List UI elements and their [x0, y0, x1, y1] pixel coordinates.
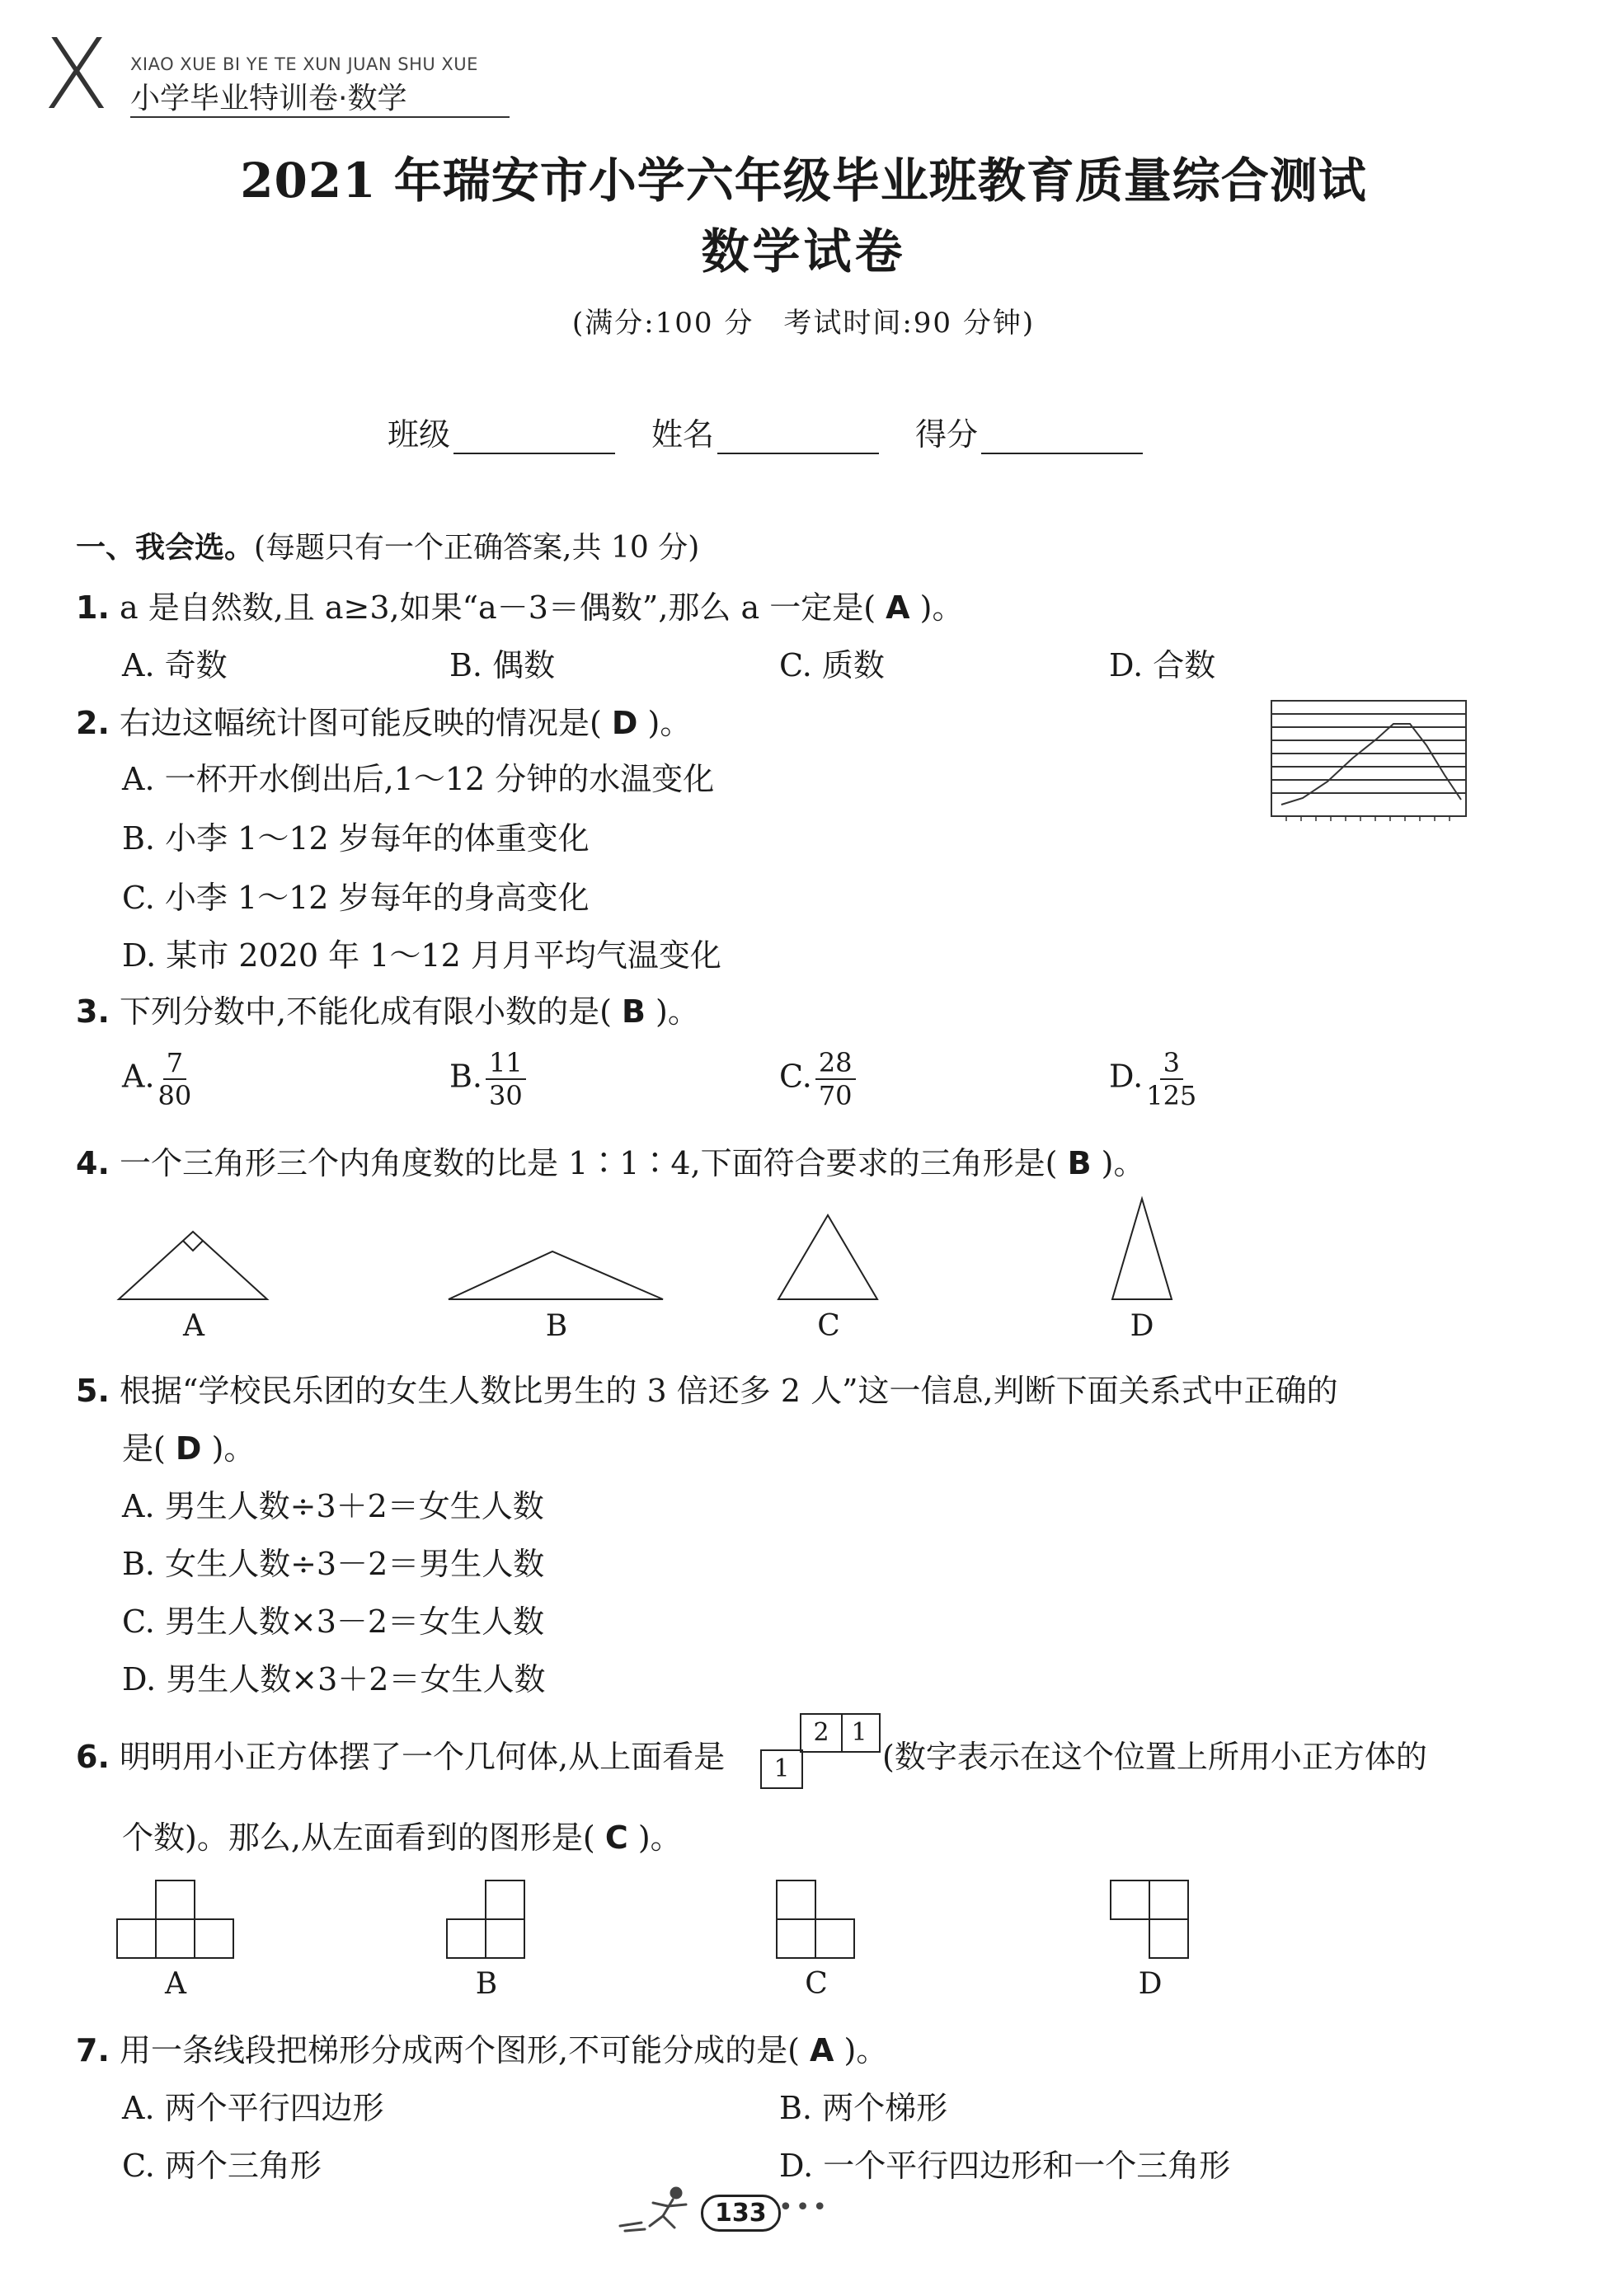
- q7-option-d: D. 一个平行四边形和一个三角形: [779, 2148, 1231, 2184]
- question-text-end: )。: [919, 589, 964, 626]
- numerator: 7: [163, 1047, 186, 1080]
- denominator: 30: [489, 1080, 523, 1111]
- question-number: 7.: [76, 2032, 110, 2068]
- question-4: [76, 1138, 1145, 1183]
- answer: A: [886, 589, 910, 626]
- question-1: [76, 582, 963, 627]
- series-title: 小学毕业特训卷·数学: [130, 82, 407, 115]
- section-title: 一、我会选。: [76, 530, 255, 565]
- question-6-line2: [122, 1812, 682, 1857]
- section-heading: [76, 524, 699, 566]
- q3-option-b: [449, 1047, 526, 1111]
- class-label: 班级: [388, 416, 451, 453]
- view-label-d: D: [1138, 1967, 1163, 2001]
- q3-option-a: [122, 1047, 191, 1111]
- header-divider: [130, 116, 510, 118]
- question-text: 个数)。那么,从左面看到的图形是(: [122, 1819, 595, 1856]
- option-label: D.: [1109, 1058, 1144, 1095]
- q1-option-a: A. 奇数: [122, 647, 228, 683]
- question-7: [76, 2025, 887, 2070]
- numerator: 28: [815, 1047, 856, 1080]
- answer: B: [1067, 1145, 1092, 1181]
- question-2: [76, 697, 691, 743]
- question-6: [76, 1731, 725, 1777]
- question-text-end: )。: [843, 2032, 888, 2068]
- question-number: 6.: [76, 1739, 110, 1775]
- q7-option-c: C. 两个三角形: [122, 2148, 322, 2184]
- class-field[interactable]: [388, 409, 615, 454]
- answer: A: [810, 2032, 834, 2068]
- triangle-d: [1109, 1195, 1175, 1303]
- q5-option-d: D. 男生人数×3＋2＝女生人数: [122, 1661, 546, 1697]
- q1-option-d: D. 合数: [1109, 647, 1216, 683]
- view-figure-c: [775, 1878, 858, 1960]
- triangle-b: [445, 1245, 668, 1303]
- view-figure-a: [115, 1878, 236, 1960]
- section-note: (每题只有一个正确答案,共 10 分): [254, 531, 700, 565]
- q5-option-a: A. 男生人数÷3＋2＝女生人数: [122, 1488, 544, 1524]
- q2-option-c: C. 小李 1～12 岁每年的身高变化: [122, 880, 590, 916]
- denominator: 125: [1146, 1080, 1197, 1111]
- score-field[interactable]: [915, 409, 1143, 454]
- view-label-a: A: [165, 1967, 186, 2001]
- q1-option-c: C. 质数: [779, 647, 885, 683]
- question-text: 用一条线段把梯形分成两个图形,不可能分成的是(: [119, 2032, 800, 2068]
- footer-dots: •••: [778, 2193, 830, 2222]
- question-text: 根据“学校民乐团的女生人数比男生的 3 倍还多 2 人”这一信息,判断下面关系式中正确的: [119, 1373, 1338, 1409]
- answer: D: [611, 705, 638, 741]
- view-figure-d: [1109, 1878, 1191, 1960]
- fraction: [158, 1047, 192, 1111]
- exam-title: 2021 年瑞安市小学六年级毕业班教育质量综合测试: [240, 153, 1367, 209]
- question-3: [76, 986, 699, 1031]
- denominator: 70: [818, 1080, 853, 1111]
- numerator: 3: [1160, 1047, 1183, 1080]
- q3-option-c: [779, 1047, 856, 1111]
- page-number: 133: [701, 2195, 781, 2232]
- question-number: 3.: [76, 993, 110, 1030]
- question-number: 4.: [76, 1145, 110, 1181]
- question-number: 2.: [76, 705, 110, 741]
- fraction: [1146, 1047, 1196, 1111]
- q7-option-a: A. 两个平行四边形: [122, 2090, 384, 2126]
- q5-option-b: B. 女生人数÷3－2＝男生人数: [122, 1546, 545, 1582]
- q3-option-d: [1109, 1047, 1196, 1111]
- exam-subject: 数学试卷: [701, 223, 906, 279]
- score-label: 得分: [915, 416, 979, 453]
- triangle-label-b: B: [545, 1309, 568, 1343]
- score-blank[interactable]: [981, 421, 1143, 454]
- question-text: a 是自然数,且 a≥3,如果“a－3＝偶数”,那么 a 一定是(: [119, 589, 876, 626]
- q2-option-d: D. 某市 2020 年 1～12 月月平均气温变化: [122, 937, 721, 974]
- grid-cell: 1: [760, 1749, 803, 1789]
- triangle-label-c: C: [817, 1309, 840, 1343]
- numerator: 11: [486, 1047, 526, 1080]
- view-figure-b: [445, 1878, 528, 1960]
- question-text-end: )。: [1101, 1145, 1145, 1181]
- question-text-end: )。: [655, 993, 699, 1030]
- option-label: A.: [122, 1058, 155, 1095]
- view-label-c: C: [805, 1967, 828, 2001]
- name-field[interactable]: [651, 409, 879, 454]
- name-blank[interactable]: [717, 421, 879, 454]
- answer: D: [175, 1430, 202, 1467]
- triangle-c: [775, 1212, 882, 1303]
- exam-info: (满分:100 分 考试时间:90 分钟): [571, 307, 1036, 340]
- question-number: 5.: [76, 1373, 110, 1409]
- question-text: 一个三角形三个内角度数的比是 1∶1∶4,下面符合要求的三角形是(: [119, 1145, 1058, 1181]
- grid-cell: 1: [839, 1713, 881, 1753]
- question-text-end: )。: [637, 1819, 682, 1856]
- question-text-end: )。: [211, 1430, 256, 1467]
- option-label: B.: [449, 1058, 483, 1095]
- question-text: 明明用小正方体摆了一个几何体,从上面看是: [119, 1739, 726, 1775]
- class-blank[interactable]: [453, 421, 615, 454]
- question-6-cont: (数字表示在这个位置上所用小正方体的: [882, 1739, 1427, 1775]
- question-5: [76, 1365, 1338, 1411]
- triangle-label-a: A: [183, 1309, 204, 1343]
- question-5-line2: [122, 1423, 255, 1468]
- triangle-label-d: D: [1130, 1309, 1154, 1343]
- question-number: 1.: [76, 589, 110, 626]
- fraction: [486, 1047, 526, 1111]
- q7-option-b: B. 两个梯形: [779, 2090, 948, 2126]
- q5-option-c: C. 男生人数×3－2＝女生人数: [122, 1603, 545, 1640]
- runner-icon: [617, 2185, 699, 2234]
- q1-option-b: B. 偶数: [449, 647, 556, 683]
- denominator: 80: [157, 1080, 192, 1111]
- triangle-a: [115, 1228, 272, 1303]
- answer: C: [604, 1819, 628, 1856]
- question-text: 右边这幅统计图可能反映的情况是(: [119, 705, 602, 741]
- option-label: C.: [779, 1058, 812, 1095]
- q2-option-b: B. 小李 1～12 岁每年的体重变化: [122, 820, 590, 857]
- fraction: [815, 1047, 856, 1111]
- series-pinyin: XIAO XUE BI YE TE XUN JUAN SHU XUE: [130, 54, 478, 74]
- q2-option-a: A. 一杯开水倒出后,1～12 分钟的水温变化: [122, 761, 715, 797]
- answer: B: [621, 993, 646, 1030]
- name-label: 姓名: [651, 416, 715, 453]
- view-label-b: B: [475, 1967, 498, 2001]
- question-text: 下列分数中,不能化成有限小数的是(: [119, 993, 612, 1030]
- grid-cell: 2: [800, 1713, 843, 1753]
- question-text: 是(: [122, 1430, 166, 1467]
- question-text-end: )。: [647, 705, 692, 741]
- line-chart-figure: [1270, 699, 1468, 821]
- top-view-grid: [760, 1713, 881, 1789]
- logo-letter: X: [43, 17, 110, 131]
